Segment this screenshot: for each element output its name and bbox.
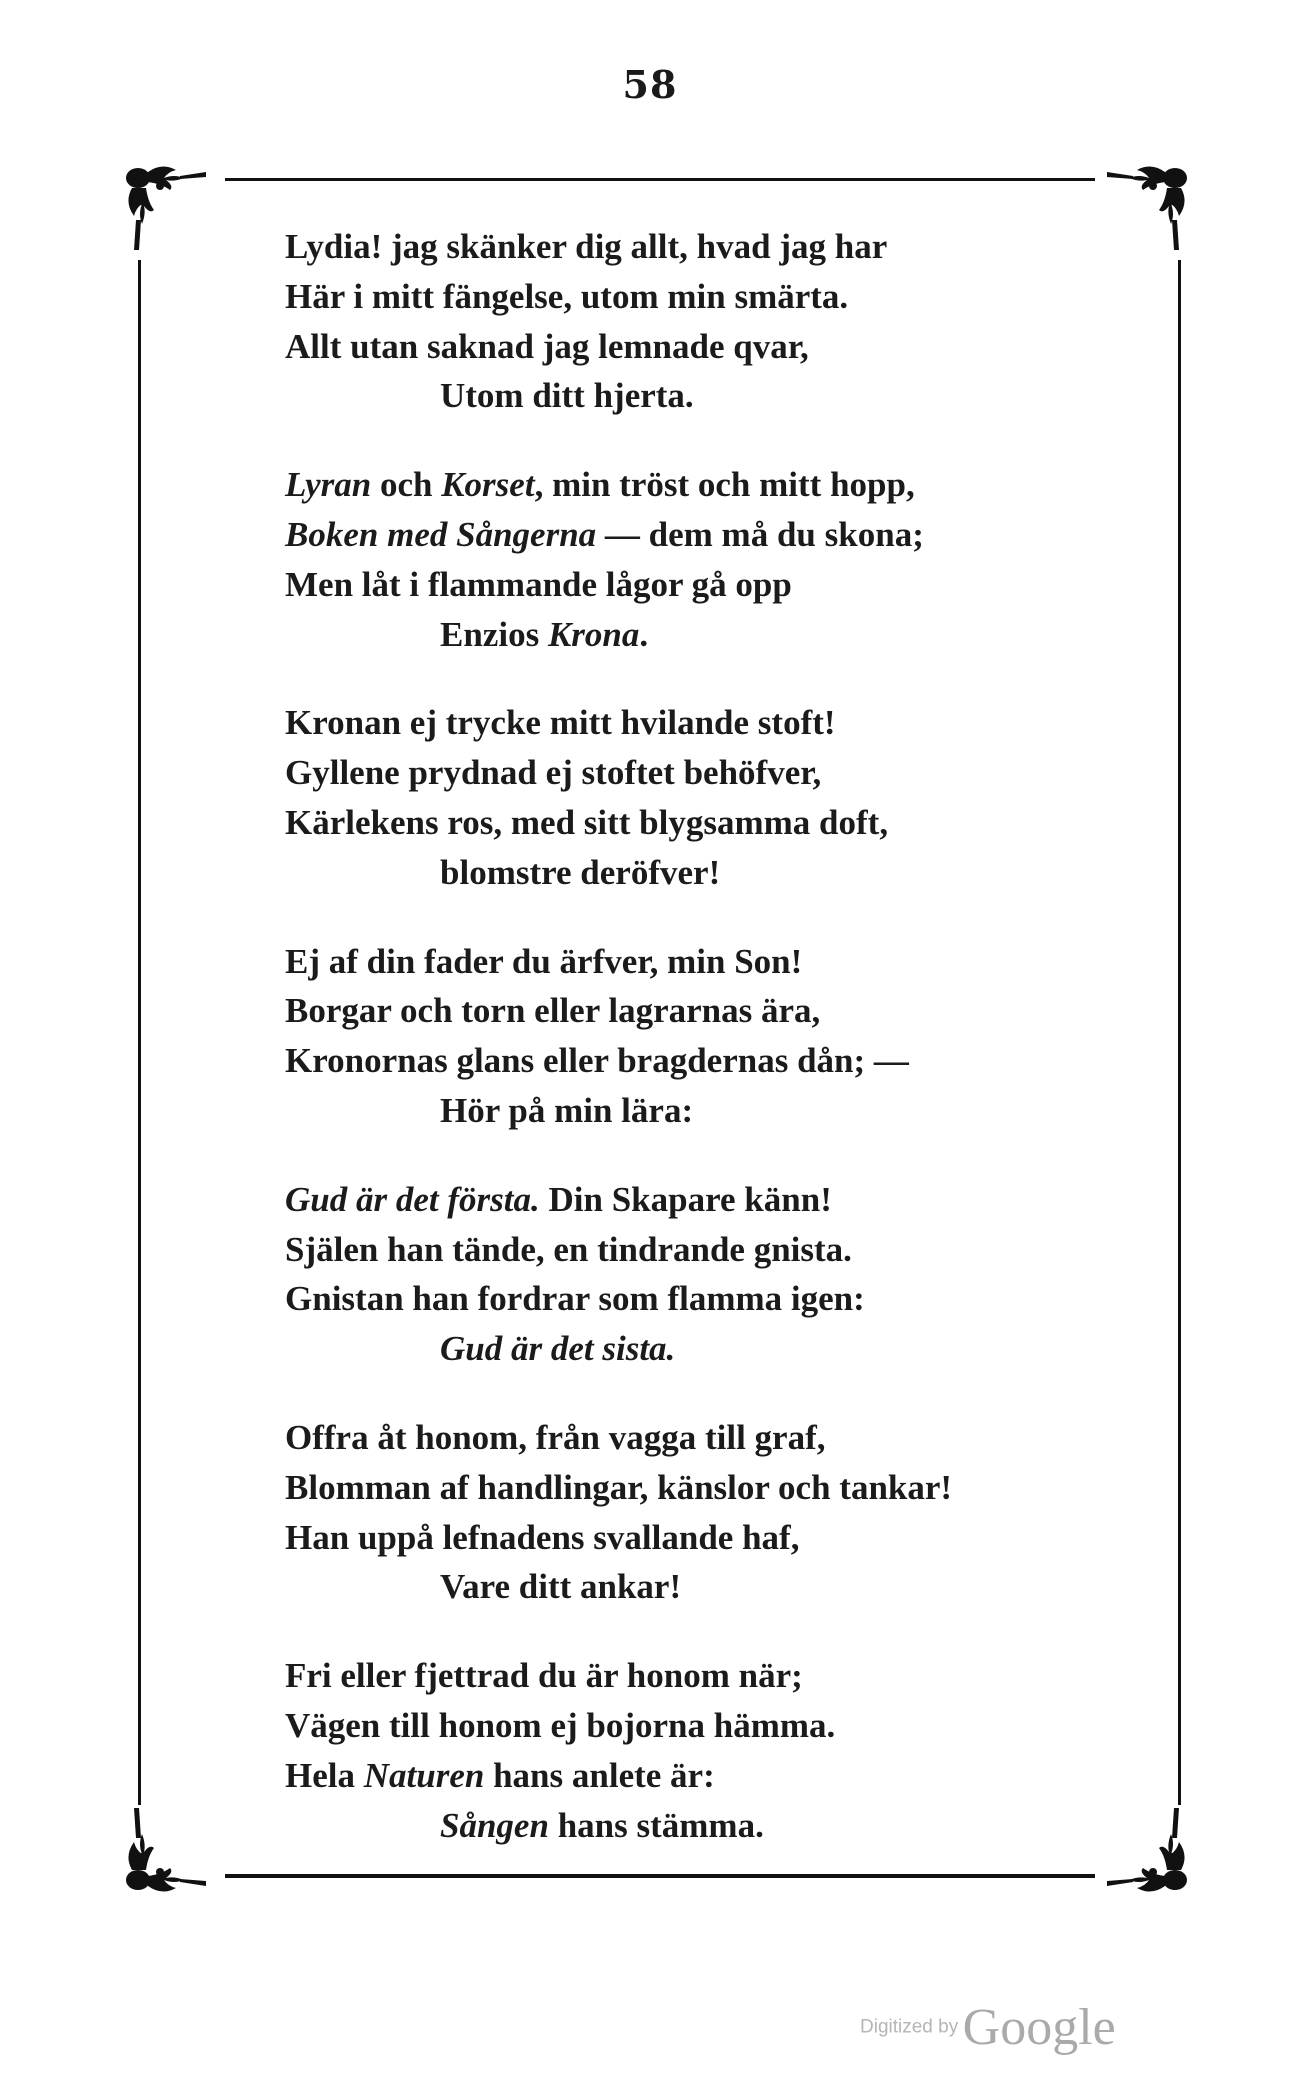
- poem-refrain-line: [285, 371, 1085, 421]
- line-text: Vägen till honom ej bojorna hämma.: [285, 1705, 836, 1745]
- line-text-italic: Boken med Sångerna: [285, 514, 597, 554]
- line-text-italic: Naturen: [363, 1755, 485, 1795]
- digitized-watermark: [860, 1998, 1116, 2057]
- line-text: Utom ditt hjerta.: [440, 376, 694, 416]
- corner-ornament-icon: [118, 158, 228, 268]
- line-text: Offra åt honom, från vagga till graf,: [285, 1417, 826, 1457]
- poem-line: [285, 222, 1085, 272]
- poem-line: [285, 560, 1085, 610]
- line-text: hans stämma.: [548, 1805, 764, 1845]
- line-text: Allt utan saknad jag lemnade qvar,: [285, 326, 809, 366]
- frame-top-rule: [225, 178, 1095, 181]
- line-text: Gyllene prydnad ej stoftet behöfver,: [285, 753, 822, 793]
- frame-left-rule: [138, 260, 141, 1805]
- line-text: Hela: [285, 1755, 364, 1795]
- line-text-italic: Sången: [440, 1805, 549, 1845]
- poem-line: [285, 1036, 1085, 1086]
- line-text: Kärlekens ros, med sitt blygsamma doft,: [285, 802, 889, 842]
- line-text: Han uppå lefnadens svallande haf,: [285, 1517, 800, 1557]
- poem-line: [285, 322, 1085, 372]
- line-text: Fri eller fjettrad du är honom när;: [285, 1656, 803, 1696]
- line-text-italic: Krona: [547, 614, 640, 654]
- line-text: — dem må du skona;: [596, 514, 924, 554]
- page-number: 58: [622, 62, 678, 107]
- line-text-italic: Gud är det första.: [285, 1179, 540, 1219]
- corner-ornament-icon: [1085, 1790, 1195, 1900]
- stanza: [285, 1175, 1085, 1374]
- line-text: Enzios: [440, 614, 548, 654]
- stanza: [285, 1651, 1085, 1850]
- line-text: Men låt i flammande lågor gå opp: [285, 564, 792, 604]
- poem-line: [285, 1651, 1085, 1701]
- stanza: [285, 222, 1085, 421]
- poem-refrain-line: [285, 848, 1085, 898]
- google-logo: Google: [962, 1999, 1116, 2056]
- poem-line: [285, 272, 1085, 322]
- line-text: och: [371, 465, 442, 505]
- poem-line: [285, 798, 1085, 848]
- line-text: Borgar och torn eller lagrarnas ära,: [285, 991, 821, 1031]
- poem-line: [285, 1274, 1085, 1324]
- poem-line: [285, 1751, 1085, 1801]
- poem-line: [285, 698, 1085, 748]
- line-text: , min tröst och mitt hopp,: [534, 465, 915, 505]
- line-text-italic: Korset: [441, 465, 535, 505]
- poem-line: [285, 510, 1085, 560]
- poem-line: [285, 986, 1085, 1036]
- line-text: Gnistan han fordrar som flamma igen:: [285, 1279, 865, 1319]
- line-text: Kronornas glans eller bragdernas dån; —: [285, 1041, 909, 1081]
- poem-line: [285, 460, 1085, 510]
- stanza: [285, 698, 1085, 897]
- poem-line: [285, 1225, 1085, 1275]
- line-text: Själen han tände, en tindrande gnista.: [285, 1229, 852, 1269]
- poem-line: [285, 748, 1085, 798]
- line-text-italic: Lyran: [285, 465, 372, 505]
- corner-ornament-icon: [1085, 158, 1195, 268]
- poem-refrain-line: [285, 1562, 1085, 1612]
- poem-body: [285, 222, 1085, 1850]
- line-text: .: [639, 614, 649, 654]
- line-text: Hör på min lära:: [440, 1090, 694, 1130]
- poem-line: [285, 1463, 1085, 1513]
- poem-refrain-line: [285, 1324, 1085, 1374]
- poem-refrain-line: [285, 610, 1085, 660]
- line-text: Ej af din fader du ärfver, min Son!: [285, 941, 803, 981]
- poem-line: [285, 1175, 1085, 1225]
- stanza: [285, 937, 1085, 1136]
- line-text: Kronan ej trycke mitt hvilande stoft!: [285, 703, 836, 743]
- line-text: Vare ditt ankar!: [440, 1567, 682, 1607]
- poem-refrain-line: [285, 1086, 1085, 1136]
- poem-line: [285, 1513, 1085, 1563]
- stanza: [285, 1413, 1085, 1612]
- line-text: Här i mitt fängelse, utom min smärta.: [285, 276, 849, 316]
- line-text: Lydia! jag skänker dig allt, hvad jag har: [285, 227, 888, 266]
- frame-right-rule: [1178, 260, 1181, 1805]
- line-text: Blomman af handlingar, känslor och tankar!: [285, 1467, 953, 1507]
- line-text: hans anlete är:: [484, 1755, 715, 1795]
- line-text: blomstre deröfver!: [440, 852, 721, 892]
- poem-line: [285, 937, 1085, 987]
- poem-refrain-line: [285, 1801, 1085, 1851]
- poem-line: [285, 1701, 1085, 1751]
- watermark-prefix: Digitized by: [860, 2016, 959, 2038]
- line-text-italic: Gud är det sista.: [440, 1329, 676, 1369]
- stanza: [285, 460, 1085, 659]
- corner-ornament-icon: [118, 1790, 228, 1900]
- line-text: Din Skapare känn!: [539, 1179, 832, 1219]
- frame-bottom-rule: [225, 1874, 1095, 1878]
- poem-line: [285, 1413, 1085, 1463]
